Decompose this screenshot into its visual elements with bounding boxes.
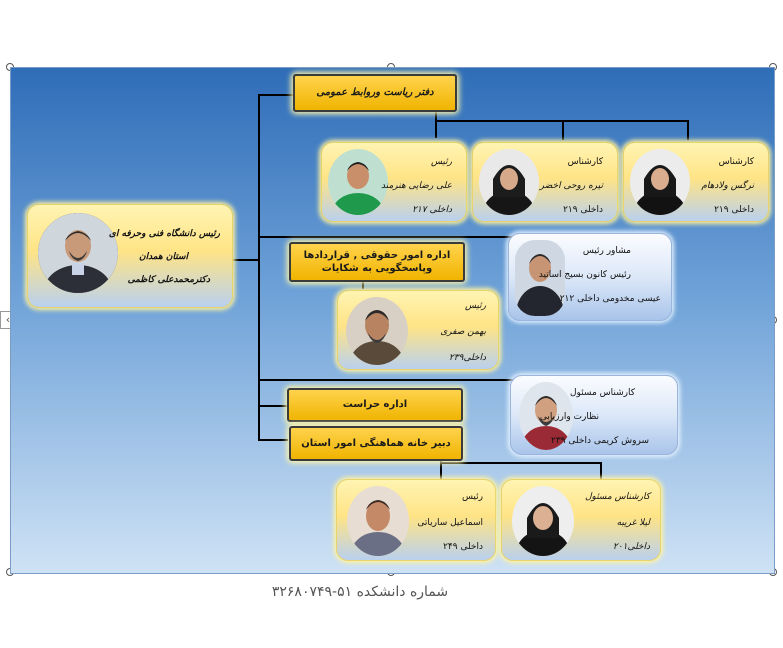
person-icon	[38, 213, 118, 293]
connector-line	[687, 120, 689, 140]
root-photo	[38, 213, 118, 293]
member-role: کارشناس مسئول	[585, 492, 650, 502]
person-icon	[328, 149, 388, 215]
root-name: دکترمحمدعلی کاظمی	[127, 275, 210, 285]
person-icon	[512, 486, 574, 556]
connector-line	[258, 236, 513, 238]
connector-line	[362, 281, 364, 289]
member-name: بهمن صفری	[440, 327, 486, 337]
connector-line	[562, 120, 564, 140]
connector-line	[440, 462, 601, 464]
advisor-role: مشاور رئیس	[582, 246, 631, 256]
member-role: رئیس	[461, 492, 483, 502]
member-card	[337, 290, 499, 370]
member-role: رئیس	[464, 301, 486, 311]
connector-line	[435, 112, 437, 138]
member-photo	[347, 486, 409, 556]
connector-line	[258, 379, 513, 381]
member-card	[321, 142, 467, 222]
connector-line	[258, 94, 294, 96]
unit-box-legal-affairs: اداره امور حقوقی , قراردادها وپاسخگویی به شکایات	[289, 242, 465, 282]
connector-line	[231, 259, 259, 261]
advisor-card	[510, 375, 678, 455]
chevron-left-icon[interactable]: ‹	[0, 311, 16, 329]
person-icon	[479, 149, 539, 215]
member-ext: داخلی ۲۱۷	[412, 205, 452, 215]
member-role: رئیس	[430, 157, 452, 167]
member-photo	[512, 486, 574, 556]
member-card	[623, 142, 769, 222]
member-photo	[346, 297, 408, 365]
root-subtitle: استان همدان	[138, 252, 188, 262]
root-card	[27, 204, 233, 308]
member-photo	[479, 149, 539, 215]
connector-line	[600, 462, 602, 480]
member-photo	[328, 149, 388, 215]
member-ext: داخلی ۲۱۹	[714, 205, 754, 215]
connector-line	[258, 405, 288, 407]
member-name: تیره روحی اخضر	[539, 181, 603, 191]
member-role: کارشناس	[718, 157, 754, 167]
connector-line	[258, 94, 260, 440]
unit-box-coordination-secretariat: دبیر خانه هماهنگی امور استان	[289, 426, 463, 461]
connector-line	[258, 439, 288, 441]
unit-box-security: اداره حراست	[287, 388, 463, 422]
member-role: کارشناس	[567, 157, 603, 167]
advisor-line2: نظارت وارزیابی	[539, 412, 599, 422]
member-ext: داخلی ۲۱۹	[563, 205, 603, 215]
member-name: اسماعیل ساریاتی	[417, 518, 483, 528]
caption: شماره دانشکده ۵۱-۳۲۶۸۰۷۴۹	[271, 584, 449, 600]
advisor-line3: سروش کریمی داخلی ۲۳۹	[551, 436, 649, 446]
person-icon	[630, 149, 690, 215]
root-title: رئیس دانشگاه فنی وحرفه ای	[108, 229, 220, 239]
advisor-role: کارشناس مسئول	[570, 388, 635, 398]
unit-box-public-relations: دفتر ریاست وروابط عمومی	[293, 74, 457, 112]
advisor-line3: عیسی مخدومی داخلی ۲۱۲	[559, 294, 661, 304]
member-card	[336, 479, 496, 561]
member-card	[472, 142, 618, 222]
person-icon	[347, 486, 409, 556]
member-name: لیلا غریبه	[616, 518, 650, 528]
member-name: نرگس ولادهام	[701, 181, 754, 191]
member-ext: داخلی۲۰۱	[612, 542, 650, 552]
member-name: علی رضایی هنرمند	[381, 181, 452, 191]
member-photo	[630, 149, 690, 215]
member-ext: داخلی۲۳۹	[448, 353, 486, 363]
member-card	[501, 479, 661, 561]
person-icon	[346, 297, 408, 365]
advisor-card	[508, 233, 672, 321]
member-ext: داخلی ۲۴۹	[443, 542, 483, 552]
advisor-line2: رئیس کانون بسیج اساتید	[538, 270, 631, 280]
org-chart-canvas	[10, 67, 775, 574]
